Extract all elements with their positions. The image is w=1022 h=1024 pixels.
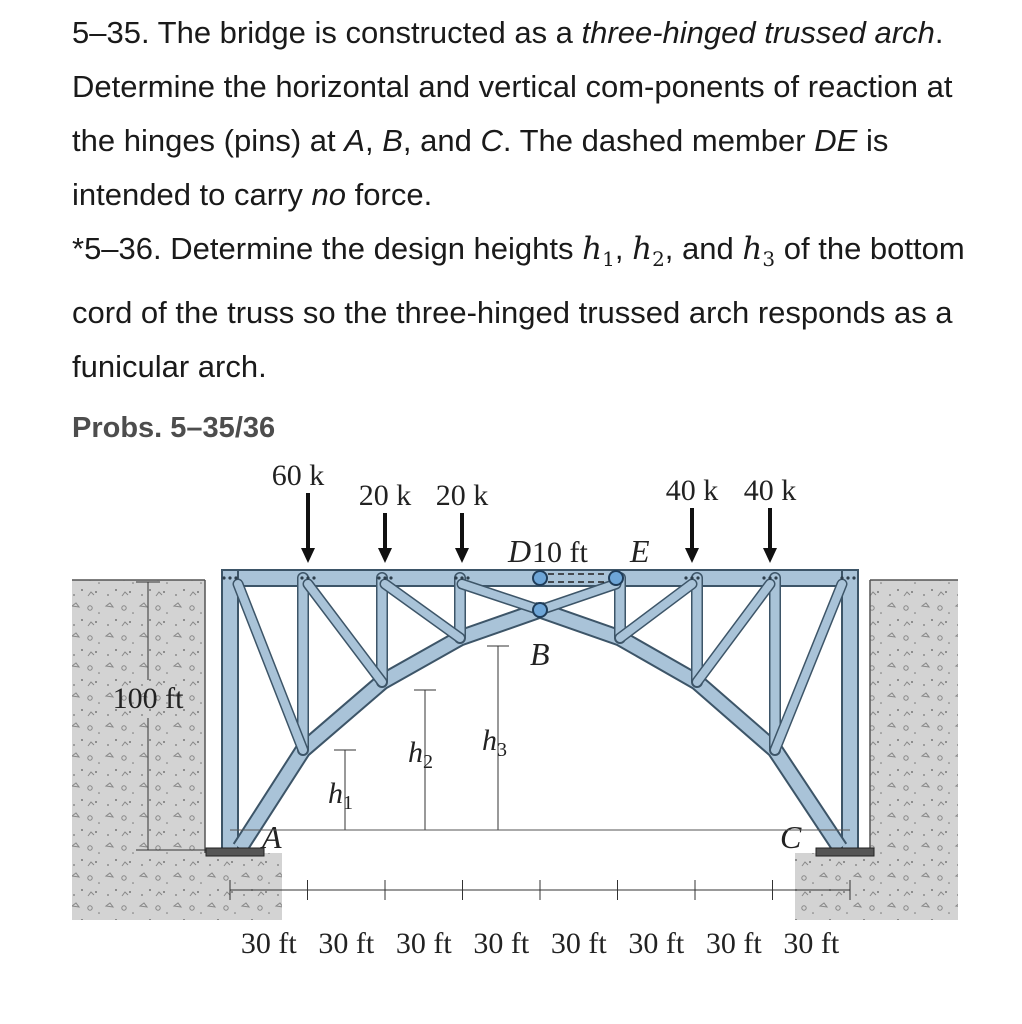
- label-b: B: [530, 636, 550, 672]
- bolt: [762, 576, 765, 579]
- bolt: [774, 576, 777, 579]
- math-h2: $h_2$: [632, 231, 665, 272]
- math-h3: $h_3$: [742, 231, 776, 272]
- label-a: A: [262, 819, 282, 855]
- support-c: [816, 848, 874, 856]
- bolt: [840, 576, 843, 579]
- problem-number-5-36: *5–36.: [72, 231, 162, 266]
- bolt: [228, 576, 231, 579]
- load-label: 60 k: [271, 459, 325, 492]
- problem-5-36: *5–36. Determine the design heights $h_1$, $h_2$, and $h_3$ of the bottom cord of the truss so the three-hinged trussed arch responds as a funicular arch.: [72, 231, 965, 385]
- height-label: 100 ft: [112, 682, 184, 715]
- figure-caption: Probs. 5–35/36: [72, 412, 276, 444]
- load-arrowhead: [763, 548, 777, 563]
- span-label: 30 ft: [628, 927, 685, 960]
- span-label: 30 ft: [240, 927, 297, 960]
- load-label: 20 k: [358, 479, 412, 512]
- label-h3: $h_3$: [482, 724, 507, 761]
- label-c: C: [780, 819, 802, 855]
- bolt: [306, 576, 309, 579]
- span-dimensions: [230, 880, 850, 960]
- label-d: D: [508, 533, 532, 569]
- bolt: [852, 576, 855, 579]
- problem-statement: [72, 6, 992, 394]
- span-label: 30 ft: [550, 927, 607, 960]
- load-label: 40 k: [743, 474, 797, 507]
- bolt: [684, 576, 687, 579]
- span-label: 30 ft: [395, 927, 452, 960]
- bolt: [383, 576, 386, 579]
- emphasized-term: three-hinged trussed arch: [581, 15, 935, 50]
- pin-d: [533, 571, 547, 585]
- load-label: 20 k: [435, 479, 489, 512]
- bolt: [389, 576, 392, 579]
- bolt: [300, 576, 303, 579]
- bolt: [696, 576, 699, 579]
- problem-5-35: 5–35. The bridge is constructed as a three-hinged trussed arch. Determine the horizontal and vertical com-ponents of reaction at the hinges (pins) at A, B, and C. The dashed member DE is intended to carry no force.: [72, 15, 953, 212]
- bolt: [234, 576, 237, 579]
- bolt: [312, 576, 315, 579]
- left-end-post: [222, 570, 238, 850]
- load-label: 40 k: [665, 474, 719, 507]
- load-arrowhead: [301, 548, 315, 563]
- bridge-figure: [0, 450, 1022, 970]
- bolt: [222, 576, 225, 579]
- load-arrowhead: [378, 548, 392, 563]
- problem-number-5-35: 5–35.: [72, 15, 150, 50]
- math-h1: $h_1$: [582, 231, 615, 272]
- bolt: [466, 576, 469, 579]
- span-label: 30 ft: [318, 927, 375, 960]
- bolt: [460, 576, 463, 579]
- bolt: [846, 576, 849, 579]
- bolt: [690, 576, 693, 579]
- support-a: [206, 848, 264, 856]
- label-e: E: [630, 533, 650, 569]
- label-h1: $h_1$: [328, 777, 353, 814]
- load-arrowhead: [455, 548, 469, 563]
- right-end-post: [842, 570, 858, 850]
- bolt: [377, 576, 380, 579]
- load-arrowhead: [685, 548, 699, 563]
- bolt: [768, 576, 771, 579]
- span-label: 30 ft: [783, 927, 840, 960]
- span-label: 30 ft: [705, 927, 762, 960]
- right-arch-chord: [540, 610, 840, 848]
- bolt: [454, 576, 457, 579]
- pin-b: [533, 603, 547, 617]
- span-label: 30 ft: [473, 927, 530, 960]
- pin-e: [609, 571, 623, 585]
- label-h2: $h_2$: [408, 736, 433, 773]
- label-de-length: 10 ft: [532, 536, 588, 569]
